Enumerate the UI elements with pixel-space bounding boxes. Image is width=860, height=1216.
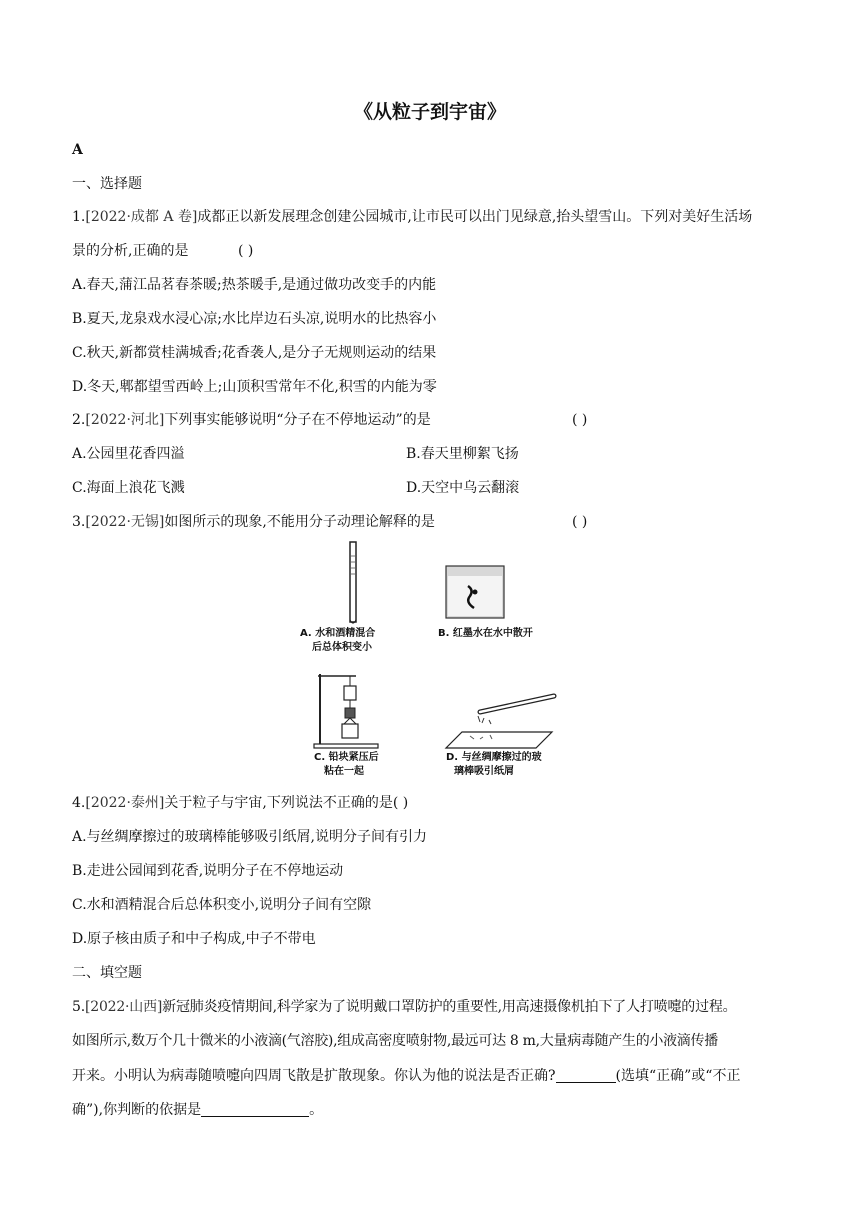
question-stem: 关于粒子与宇宙,下列说法不正确的是( ) xyxy=(164,795,409,811)
question-number: 1. xyxy=(72,209,86,225)
option-a: A.与丝绸摩擦过的玻璃棒能够吸引纸屑,说明分子间有引力 xyxy=(72,829,428,845)
question-number: 4. xyxy=(72,795,86,811)
question-source: [2022·无锡] xyxy=(85,514,165,530)
question-text: (选填“正确”或“不正 xyxy=(615,1068,741,1084)
page-title: 《从粒子到宇宙》 xyxy=(353,101,506,123)
question-stem: 如图所示的现象,不能用分子动理论解释的是 xyxy=(164,514,435,530)
question-4-stem xyxy=(72,796,408,810)
question-text: 开来。小明认为病毒随喷嚏向四周飞散是扩散现象。你认为他的说法是否正确? xyxy=(72,1068,556,1084)
answer-paren: ( ) xyxy=(572,412,588,428)
question-source: [2022·山西] xyxy=(84,999,163,1015)
question-source: [2022·河北] xyxy=(85,412,165,428)
question-stem: 景的分析,正确的是 xyxy=(72,243,189,259)
option-a: A.公园里花香四溢 xyxy=(72,446,185,462)
question-5-line1 xyxy=(72,1000,736,1014)
answer-paren: ( ) xyxy=(572,514,588,530)
stand-illustration xyxy=(314,674,378,748)
caption-a-line1: A. 水和酒精混合 xyxy=(300,628,376,639)
question-3-figure xyxy=(290,536,580,782)
option-d: D.天空中乌云翻滚 xyxy=(406,480,520,496)
caption-d-line2: 璃棒吸引纸屑 xyxy=(454,766,514,777)
caption-b-line1: B. 红墨水在水中散开 xyxy=(438,628,533,639)
question-5-line2: 如图所示,数万个几十微米的小液滴(气溶胶),组成高密度喷射物,最远可达 8 m,大量病毒随产生的小液滴传播 xyxy=(72,1033,718,1049)
question-source: [2022·泰州] xyxy=(85,795,165,811)
question-text: 确”),你判断的依据是 xyxy=(72,1102,202,1118)
caption-d-line1: D. 与丝绸摩擦过的玻 xyxy=(446,752,542,763)
rod-illustration xyxy=(446,696,554,748)
question-number: 5. xyxy=(72,999,85,1015)
beaker-illustration xyxy=(446,566,504,618)
question-text: 新冠肺炎疫情期间,科学家为了说明戴口罩防护的重要性,用高速摄像机拍下了人打喷嚏的过程。 xyxy=(162,999,737,1015)
option-b: B.春天里柳絮飞扬 xyxy=(406,446,519,462)
option-a: A.春天,蒲江品茗春茶暖;热茶暖手,是通过做功改变手的内能 xyxy=(72,277,437,293)
question-1-line1 xyxy=(72,210,752,224)
answer-blank-1[interactable] xyxy=(556,1068,616,1083)
question-number: 2. xyxy=(72,412,86,428)
question-text: 。 xyxy=(309,1102,324,1118)
question-stem: 下列事实能够说明“分子在不停地运动”的是 xyxy=(164,412,431,428)
question-2-stem xyxy=(72,413,431,427)
option-d: D.原子核由质子和中子构成,中子不带电 xyxy=(72,931,316,947)
answer-paren: ( ) xyxy=(238,243,254,259)
option-c: C.海面上浪花飞溅 xyxy=(72,480,185,496)
part2-heading: 二、填空题 xyxy=(72,965,142,981)
option-c: C.水和酒精混合后总体积变小,说明分子间有空隙 xyxy=(72,897,372,913)
tube-illustration xyxy=(350,542,356,623)
caption-c-line2: 粘在一起 xyxy=(324,766,364,777)
option-b: B.走进公园闻到花香,说明分子在不停地运动 xyxy=(72,863,344,879)
option-d: D.冬天,郫都望雪西岭上;山顶积雪常年不化,积雪的内能为零 xyxy=(72,379,437,395)
question-1-line2 xyxy=(72,244,188,258)
question-3-stem xyxy=(72,515,435,529)
question-5-line4 xyxy=(72,1102,323,1117)
section-a-label: A xyxy=(72,142,83,158)
question-5-line3 xyxy=(72,1068,740,1083)
question-source: [2022·成都 A 卷] xyxy=(85,209,198,225)
caption-a-line2: 后总体积变小 xyxy=(312,642,372,653)
option-b: B.夏天,龙泉戏水浸心凉;水比岸边石头凉,说明水的比热容小 xyxy=(72,311,437,327)
answer-blank-2[interactable] xyxy=(201,1102,309,1117)
question-number: 3. xyxy=(72,514,86,530)
question-stem: 成都正以新发展理念创建公园城市,让市民可以出门见绿意,抬头望雪山。下列对美好生活场 xyxy=(197,209,753,225)
caption-c-line1: C. 铅块紧压后 xyxy=(314,752,379,763)
option-c: C.秋天,新都赏桂满城香;花香袭人,是分子无规则运动的结果 xyxy=(72,345,437,361)
part1-heading: 一、选择题 xyxy=(72,176,142,192)
